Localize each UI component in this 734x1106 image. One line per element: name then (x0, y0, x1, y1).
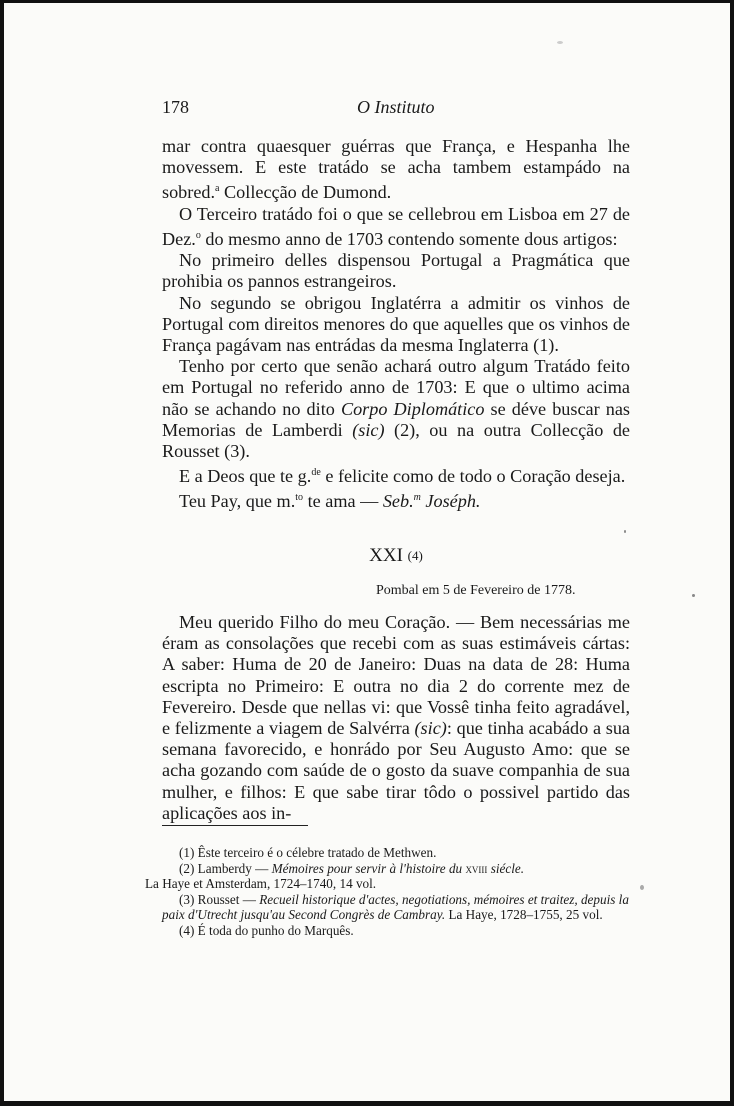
paragraph: No segundo se obrigou Inglatérra a admitir os vinhos de Portugal com direitos menores do que aquelles que os vinhos de França pagávam nas entrádas da mesma Inglaterra (1). (162, 292, 630, 355)
scan-speck (624, 530, 626, 533)
signature-line: Teu Pay, que m.$^{to}$ te ama — Seb.$^m$ Joséph. (179, 491, 481, 512)
paragraph: No primeiro delles dispensou Portugal a Pragmática que prohibia os pannos estrangeiros. (162, 250, 630, 292)
letter-xx-continuation (162, 136, 630, 513)
paragraph: Tenho por certo que senão achará outro algum Tratádo feito em Portugal no referido anno de 1703: E que o ultimo acima não se achando no dito Corpo Diplomático se déve buscar nas Memorias de Lamberdi (sic) (2), ou na outra Collecção de Rousset (3). (162, 356, 631, 461)
section-heading (162, 545, 630, 567)
scan-speck (692, 594, 695, 597)
dateline: Pombal em 5 de Fevereiro de 1778. (376, 583, 576, 598)
footnote: (4) É toda do punho do Marquês. (179, 922, 354, 938)
scan-speck (557, 41, 563, 44)
section-footnote-ref: (4) (407, 548, 423, 563)
paragraph: O Terceiro tratádo foi o que se cellebrou em Lisboa em 27 de Dez.$^o$ do mesmo anno de 1703 contendo somente dous artigos: (162, 203, 630, 249)
scan-speck (640, 885, 644, 890)
footnote: (3) Rousset — Recueil historique d'actes, negotiations, mémoires et traitez, depuis la paix d'Utrecht jusqu'au Second Congrès de Cambray. La Haye, 1728–1755, 25 vol. (162, 891, 629, 922)
footnote-divider (162, 825, 308, 826)
page-number: 178 (162, 97, 189, 117)
letter-xxi-body (162, 612, 630, 824)
footnote: (1) Êste terceiro é o célebre tratado de Methwen. (179, 845, 437, 860)
section-numeral: XXI (369, 545, 403, 566)
paragraph: Meu querido Filho do meu Coração. — Bem necessárias me éram as consolações que recebi com as suas estimáveis cártas: A saber: Huma de 20 de Janeiro: Duas na data de 28: Huma escripta no Primeiro: E outra no dia 2 do corrente mez de Fevereiro. Desde que nellas vi: que Vossê tinha feito agradável, e felizmente a viagem de Salvérra (sic): que tinha acabádo a sua semana favorecido, e honrádo por Seu Augusto Amo: que se acha gozando com saúde de o gosto da suave companhia de sua mulher, e filhos: E que sabe tirar tôdo o possivel partido das aplicações aos in- (162, 612, 630, 823)
journal-title: O Instituto (357, 97, 435, 117)
footnotes (145, 845, 630, 938)
paragraph: mar contra quaesquer guérras que França, e Hespanha lhe movessem. E este tratádo se acha tambem estampádo na sobred.$^a$ Collecção de Dumond. (162, 136, 630, 203)
paragraph: E a Deos que te g.$^{de}$ e felicite como de todo o Coração deseja. (179, 466, 626, 487)
running-head (162, 97, 630, 123)
footnote: (2) Lamberdy — Mémoires pour servir à l'histoire du xviii siécle. La Haye et Amsterdam, 1724–1740, 14 vol. (145, 860, 525, 891)
